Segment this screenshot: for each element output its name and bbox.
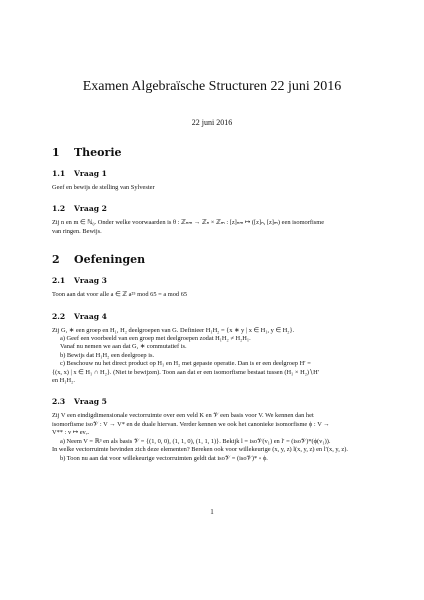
document-date: 22 juni 2016 — [191, 118, 233, 127]
section-number: 1 — [52, 146, 60, 159]
page-number: 1 — [210, 508, 214, 516]
subsection-title: Vraag 3 — [74, 276, 107, 286]
question-text: van ringen. Bewijs. — [52, 227, 102, 235]
question-text: Geef en bewijs de stelling van Sylvester — [52, 184, 155, 191]
section-number: 2 — [52, 253, 60, 267]
question-text: a) Geef een voorbeeld van een groep met deelgroepen zodat H₁H₂ ≠ H₂H₁. — [60, 335, 251, 343]
subsection-title: Vraag 2 — [74, 204, 107, 214]
question-text: Toon aan dat voor alle a ∈ ℤ a²⁵ mod 65 = a mod 65 — [52, 291, 188, 299]
document-title: Examen Algebraïsche Structuren 22 juni 2016 — [82, 79, 342, 94]
question-text: en H₁H₂. — [52, 377, 75, 385]
question-text: In welke vectorruimte bevinden zich deze elementen? Bereken ook voor willekeurige (x, y, z) l(x, y, z) en l′(x, y, z). — [52, 446, 348, 454]
subsection-number: 2.3 — [52, 397, 66, 407]
section-title: Oefeningen — [74, 253, 146, 267]
subsection-number: 2.2 — [52, 311, 66, 321]
subsection-title: Vraag 1 — [74, 169, 107, 178]
question-text: V** : v ↦ evᵥ. — [52, 429, 90, 437]
section-heading-theorie — [52, 146, 370, 160]
document-body — [52, 146, 370, 463]
question-text: c) Beschouw nu het direct product op H₁ en H₂ met gepaste operatie. Dan is er een deelgroep H′ = — [60, 360, 311, 368]
subsection-title: Vraag 4 — [74, 311, 107, 321]
question-text: Zij n en m ∈ ℕ₀. Onder welke voorwaarden is θ : ℤₙₘ → ℤₙ × ℤₘ : [z]ₙₘ ↦ ([z]ₙ, [z]ₘ) een isomorfisme — [52, 219, 325, 227]
subsection-number: 2.1 — [52, 276, 66, 286]
question-text: Zij V een eindigdimensionale vectorruimte over een veld K en 𝒱 een basis voor V. We kennen dan het — [52, 412, 314, 420]
subsection-heading-vraag-1 — [52, 169, 370, 179]
question-text: a) Neem V = ℝ³ en als basis 𝒱 = {(1, 0, 0), (1, 1, 0), (1, 1, 1)}. Bekijk l = iso𝒱(v₁) en l′ = (iso𝒱)*(ϕ(v₁)). — [60, 437, 331, 445]
subsection-heading-vraag-3 — [52, 276, 370, 286]
question-text: Vanaf nu nemen we aan dat G, ∗ commutatief is. — [60, 343, 187, 351]
subsection-number: 1.1 — [52, 169, 66, 178]
question-text: Zij G, ∗ een groep en H₁, H₂ deelgroepen van G. Definieer H₁H₂ = {x ∗ y | x ∈ H₁, y ∈ H₂}. — [52, 326, 295, 334]
question-text: b) Bewijs dat H₁H₂ een deelgroep is. — [60, 351, 155, 359]
subsection-heading-vraag-2 — [52, 204, 370, 214]
question-text: b) Toon nu aan dat voor willekeurige vectorruimten geldt dat iso𝒱 = (iso𝒱)* ∘ ϕ. — [60, 454, 268, 462]
question-text: {(x, x) | x ∈ H₁ ∩ H₂}. (Niet te bewijzen). Toon aan dat er een isomorfisme bestaat tussen (H₁ × H₂)∖H′ — [52, 368, 320, 376]
section-title: Theorie — [74, 146, 122, 159]
section-heading-oefeningen — [52, 253, 370, 267]
question-text: isomorfisme iso𝒱 : V → V* en de duale hiervan. Verder kennen we ook het canonieke isomorfisme ϕ : V → — [52, 420, 330, 428]
subsection-number: 1.2 — [52, 204, 66, 214]
subsection-title: Vraag 5 — [74, 397, 107, 407]
subsection-heading-vraag-4 — [52, 312, 370, 322]
subsection-heading-vraag-5 — [52, 397, 370, 407]
